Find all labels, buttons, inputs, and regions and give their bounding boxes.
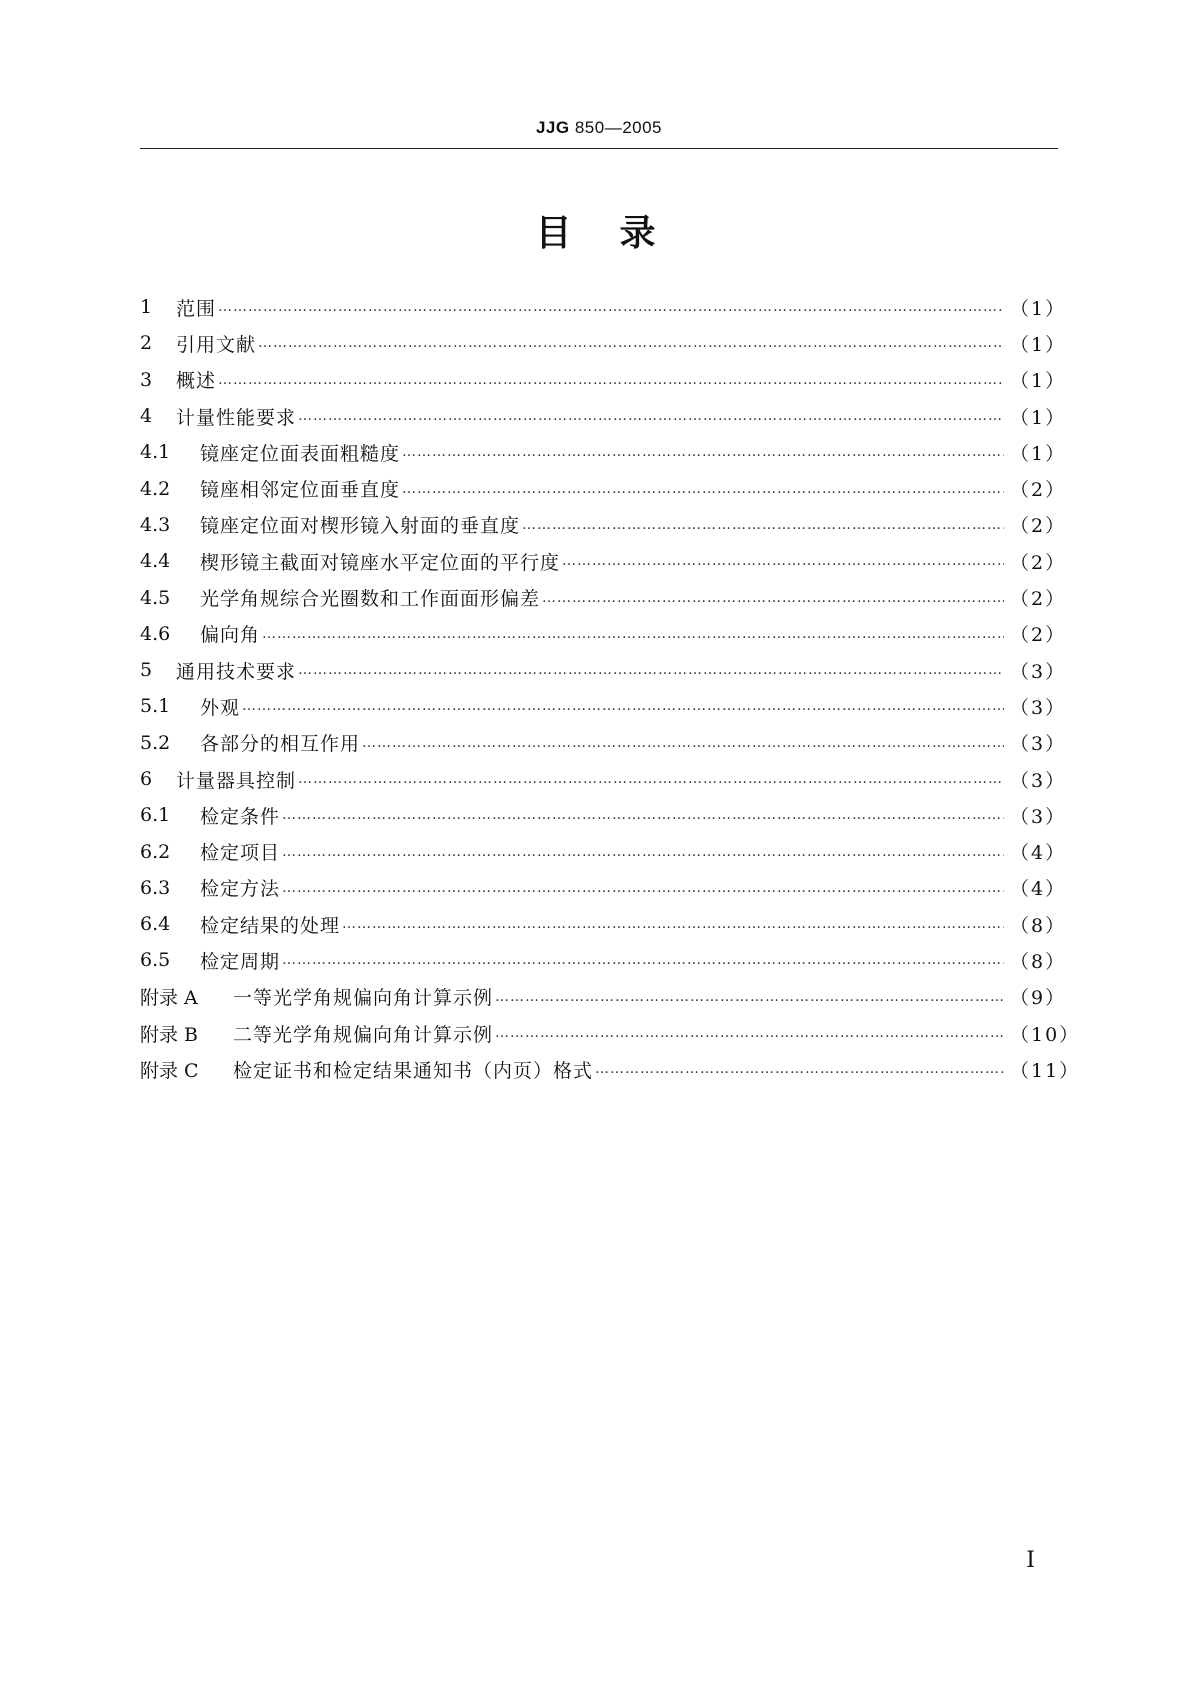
toc-leader-dots xyxy=(262,626,1004,642)
toc-entry-number: 6.5 xyxy=(140,949,171,972)
toc-entry-page: （3） xyxy=(1010,696,1067,719)
toc-leader-dots xyxy=(298,408,1004,424)
toc-entry-title: 偏向角 xyxy=(200,624,261,647)
toc-entry-number: 5 xyxy=(140,659,153,682)
toc-leader-dots xyxy=(342,916,1004,932)
toc-entry-page: （8） xyxy=(1010,950,1067,973)
toc-entry-number: 6 xyxy=(140,768,153,790)
toc-entry[interactable] xyxy=(140,362,1067,398)
toc-leader-dots xyxy=(542,590,1004,606)
toc-entry-number: 4 xyxy=(140,405,153,428)
toc-leader-dots xyxy=(282,807,1004,823)
toc-entry[interactable] xyxy=(140,870,1067,906)
toc-entry-page: （9） xyxy=(1010,987,1067,1010)
toc-entry-number: 附录 C xyxy=(140,1059,199,1082)
toc-entry-number: 4.1 xyxy=(140,441,171,464)
toc-entry-number: 5.2 xyxy=(140,731,171,754)
toc-leader-dots xyxy=(282,844,1004,860)
toc-entry-title: 外观 xyxy=(200,696,241,719)
toc-entry-page: （2） xyxy=(1010,624,1067,647)
toc-entry-page: （1） xyxy=(1010,370,1067,393)
toc-entry-number: 4.5 xyxy=(140,586,171,609)
toc-entry[interactable] xyxy=(140,725,1067,761)
toc-entry-title: 光学角规综合光圈数和工作面面形偏差 xyxy=(200,588,541,611)
toc-entry-page: （1） xyxy=(1010,442,1067,465)
toc-entry[interactable] xyxy=(140,797,1067,833)
toc-entry-number: 2 xyxy=(140,332,153,355)
toc-entry-number: 附录 A xyxy=(140,987,198,1010)
toc-entry-number: 5.1 xyxy=(140,695,171,718)
toc-entry-number: 4.3 xyxy=(140,513,171,536)
standard-code-number: 850—2005 xyxy=(569,118,663,137)
toc-entry-title: 检定周期 xyxy=(200,950,281,973)
toc-entry-title: 检定证书和检定结果通知书（内页）格式 xyxy=(233,1059,594,1082)
toc-entry[interactable] xyxy=(140,289,1067,325)
toc-entry-page: （11） xyxy=(1010,1059,1081,1082)
page-title: 目录 xyxy=(535,213,704,254)
toc-entry-title: 镜座定位面表面粗糙度 xyxy=(200,442,401,465)
toc-entry-page: （3） xyxy=(1010,805,1067,828)
toc-entry-title: 检定项目 xyxy=(200,842,281,865)
table-of-contents xyxy=(140,289,1081,1088)
toc-leader-dots xyxy=(402,481,1004,497)
toc-leader-dots xyxy=(522,517,1004,533)
page-number: I xyxy=(1026,1548,1035,1573)
toc-leader-dots xyxy=(362,735,1004,751)
toc-entry[interactable] xyxy=(140,398,1067,434)
toc-entry-title: 范围 xyxy=(176,297,217,320)
toc-entry-title: 各部分的相互作用 xyxy=(200,733,361,756)
toc-entry-title: 概述 xyxy=(176,370,217,393)
toc-leader-dots xyxy=(242,698,1004,714)
toc-leader-dots xyxy=(298,771,1004,787)
toc-entry[interactable] xyxy=(140,325,1067,361)
toc-leader-dots xyxy=(282,880,1004,896)
toc-entry-page: （1） xyxy=(1010,333,1067,356)
toc-entry-page: （1） xyxy=(1010,406,1067,429)
toc-entry-title: 镜座定位面对楔形镜入射面的垂直度 xyxy=(200,515,521,538)
toc-entry-number: 6.1 xyxy=(140,804,171,827)
toc-entry[interactable] xyxy=(140,1015,1081,1051)
toc-entry-page: （4） xyxy=(1010,842,1067,865)
toc-entry-title: 检定结果的处理 xyxy=(200,914,341,937)
toc-entry-page: （10） xyxy=(1010,1023,1081,1046)
toc-entry[interactable] xyxy=(140,507,1067,543)
toc-entry-number: 4.4 xyxy=(140,550,171,573)
toc-entry[interactable] xyxy=(140,761,1067,797)
toc-entry-page: （3） xyxy=(1010,660,1067,683)
toc-entry[interactable] xyxy=(140,688,1067,724)
toc-entry-title: 计量性能要求 xyxy=(176,406,297,429)
toc-entry-title: 镜座相邻定位面垂直度 xyxy=(200,479,401,502)
toc-leader-dots xyxy=(298,662,1004,678)
toc-entry-title: 通用技术要求 xyxy=(176,660,297,683)
toc-entry-number: 6.4 xyxy=(140,913,171,936)
toc-entry[interactable] xyxy=(140,942,1067,978)
toc-entry-title: 一等光学角规偏向角计算示例 xyxy=(233,987,494,1010)
header-rule xyxy=(140,148,1058,149)
toc-leader-dots xyxy=(595,1061,1004,1077)
running-header xyxy=(140,118,1058,138)
toc-entry[interactable] xyxy=(140,579,1067,615)
toc-entry-title: 二等光学角规偏向角计算示例 xyxy=(233,1023,494,1046)
standard-code-prefix: JJG xyxy=(535,118,570,137)
toc-leader-dots xyxy=(402,444,1004,460)
toc-entry-title: 检定方法 xyxy=(200,878,281,901)
toc-entry-page: （3） xyxy=(1010,769,1067,792)
toc-leader-dots xyxy=(258,335,1004,351)
toc-entry-page: （2） xyxy=(1010,479,1067,502)
toc-entry-number: 附录 B xyxy=(140,1023,199,1046)
toc-entry-number: 6.3 xyxy=(140,876,171,899)
toc-leader-dots xyxy=(495,1025,1004,1041)
toc-entry-title: 引用文献 xyxy=(176,333,257,356)
toc-entry-page: （3） xyxy=(1010,733,1067,756)
toc-entry-title: 检定条件 xyxy=(200,805,281,828)
toc-entry[interactable] xyxy=(140,616,1067,652)
toc-entry[interactable] xyxy=(140,1051,1081,1087)
toc-entry-number: 4.2 xyxy=(140,477,171,500)
toc-entry-page: （1） xyxy=(1010,297,1067,320)
toc-entry-number: 1 xyxy=(140,296,153,319)
toc-entry-number: 4.6 xyxy=(140,622,171,645)
toc-entry[interactable] xyxy=(140,543,1067,579)
toc-leader-dots xyxy=(218,372,1004,388)
toc-leader-dots xyxy=(495,989,1004,1005)
toc-entry-title: 计量器具控制 xyxy=(176,769,297,792)
toc-leader-dots xyxy=(218,299,1004,315)
toc-entry[interactable] xyxy=(140,833,1067,869)
toc-entry-number: 3 xyxy=(140,368,153,391)
toc-entry-page: （2） xyxy=(1010,588,1067,611)
toc-leader-dots xyxy=(282,952,1004,968)
toc-entry[interactable] xyxy=(140,979,1067,1015)
toc-entry[interactable] xyxy=(140,906,1067,942)
toc-entry-title: 楔形镜主截面对镜座水平定位面的平行度 xyxy=(200,551,561,574)
toc-entry[interactable] xyxy=(140,470,1067,506)
toc-leader-dots xyxy=(562,553,1004,569)
toc-entry-page: （2） xyxy=(1010,515,1067,538)
toc-entry[interactable] xyxy=(140,652,1067,688)
toc-entry[interactable] xyxy=(140,434,1067,470)
toc-entry-page: （2） xyxy=(1010,551,1067,574)
toc-entry-page: （8） xyxy=(1010,914,1067,937)
toc-entry-number: 6.2 xyxy=(140,840,171,863)
toc-entry-page: （4） xyxy=(1010,878,1067,901)
